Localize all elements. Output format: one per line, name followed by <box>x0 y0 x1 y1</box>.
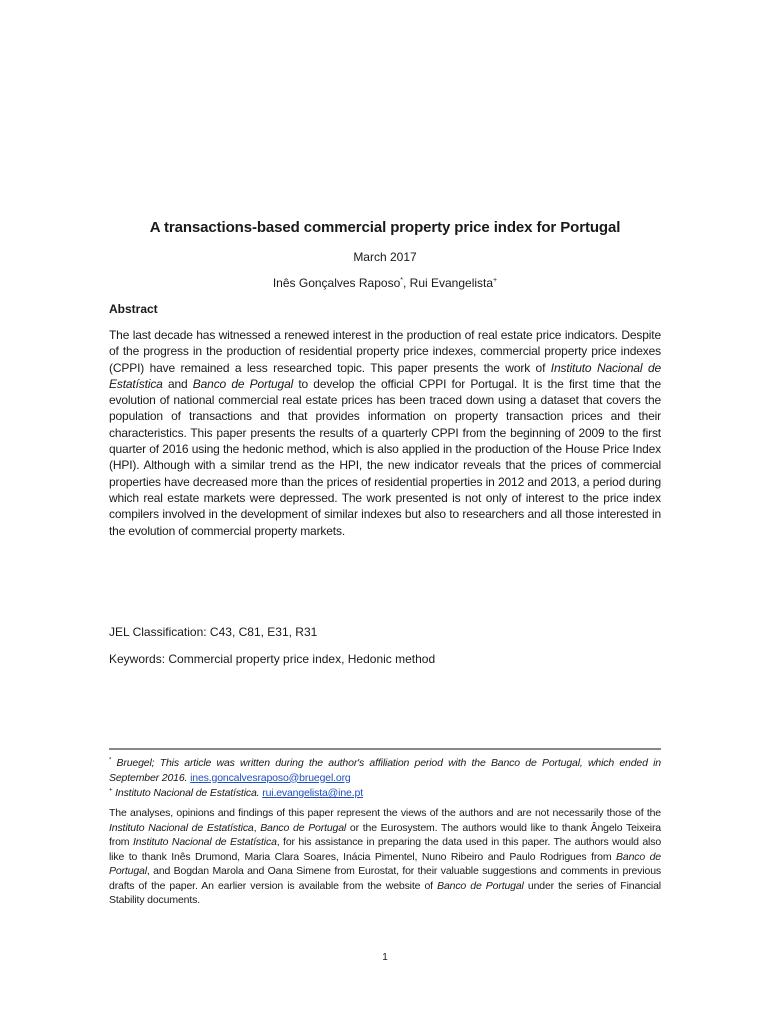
footnote-2 <box>109 786 661 801</box>
abstract-heading: Abstract <box>109 302 158 316</box>
abstract-text: and <box>162 376 193 391</box>
author-separator: , <box>402 276 410 290</box>
footnote-text: or the Eurosystem. The authors would like to thank Ângelo Teixeira from <box>109 821 661 848</box>
abstract-text: The last decade has witnessed a renewed interest in the production of real estate price indicators. Despite of the progress in the production of residential property price indexes, commercial property price indexes (CPPI) have remained a less researched topic. This paper presents the work of <box>109 328 661 375</box>
abstract-body <box>109 327 661 539</box>
keywords: Keywords: Commercial property price index, Hedonic method <box>109 652 436 666</box>
footnote-italic: Banco de Portugal <box>437 879 524 892</box>
footnote-italic: Instituto Nacional de Estatística <box>132 836 277 848</box>
footnote-mark: + <box>109 787 113 794</box>
abstract-text: to develop the official CPPI for Portugal. It is the first time that the evolution of national commercial real estate prices has been traced down using a dataset that covers the population of transactions and that provides information on property transaction prices and their characteristics. This paper presents the results of a quarterly CPPI from the beginning of 2009 to the first quarter of 2016 using the hedonic method, which is also applied in the production of the House Price Index (HPI). Although with a similar trend as the HPI, the new indicator reveals that the prices of commercial properties have decreased more than the prices of residential properties in 2012 and 2013, a period during which real estate markets were depressed. The work presented is not only of interest to the price index compilers involved in the development of similar indexes but also to researchers and all those interested in the evolution of commercial property markets. <box>109 376 661 538</box>
footnote-mark: * <box>400 277 403 284</box>
footnote-text: Bruegel; This article was written during the author's affiliation period with the Banco de Portugal, which ended in September 2016. <box>109 757 661 784</box>
author-name: Inês Gonçalves Raposo <box>272 276 401 290</box>
email-link[interactable]: ines.goncalvesraposo@bruegel.org <box>190 771 351 784</box>
paper-title: A transactions-based commercial property price index for Portugal <box>149 219 621 236</box>
author-name: Rui Evangelista <box>409 276 494 290</box>
footnote-italic: Banco de Portugal <box>260 821 347 834</box>
footnote-text: , and Bogdan Marola and Oana Simene from Eurostat, for their valuable suggestions and comments in previous drafts of the paper. An earlier version is available from the website of <box>109 865 661 892</box>
footnote-divider <box>109 748 661 750</box>
footnote-mark: + <box>493 277 498 284</box>
abstract-italic: Instituto Nacional de Estatística <box>109 360 661 391</box>
footnote-mark: * <box>109 757 112 764</box>
paper-date: March 2017 <box>353 250 417 264</box>
footnote-1 <box>109 756 661 785</box>
jel-classification: JEL Classification: C43, C81, E31, R31 <box>109 625 318 639</box>
footnote-italic: Instituto Nacional de Estatística <box>109 821 254 834</box>
footnote-disclaimer <box>109 806 661 908</box>
paper-authors <box>109 276 661 290</box>
footnote-italic: Banco de Portugal <box>109 850 661 877</box>
footnote-text: Instituto Nacional de Estatística. <box>112 787 263 799</box>
footnote-text: , for his assistance in preparing the data used in this paper. The authors would also like to thank Inês Drumond, Maria Clara Soares, Inácia Pimentel, Nuno Ribeiro and Paulo Rodrigues from <box>109 836 662 863</box>
abstract-italic: Banco de Portugal <box>192 376 294 391</box>
footnote-text: , <box>253 821 261 834</box>
page-number: 1 <box>382 952 388 963</box>
footnote-text: under the series of Financial Stability documents. <box>109 879 661 906</box>
email-link[interactable]: rui.evangelista@ine.pt <box>262 787 363 799</box>
footnote-text: The analyses, opinions and findings of this paper represent the views of the authors and are not necessarily those of the <box>109 807 661 819</box>
